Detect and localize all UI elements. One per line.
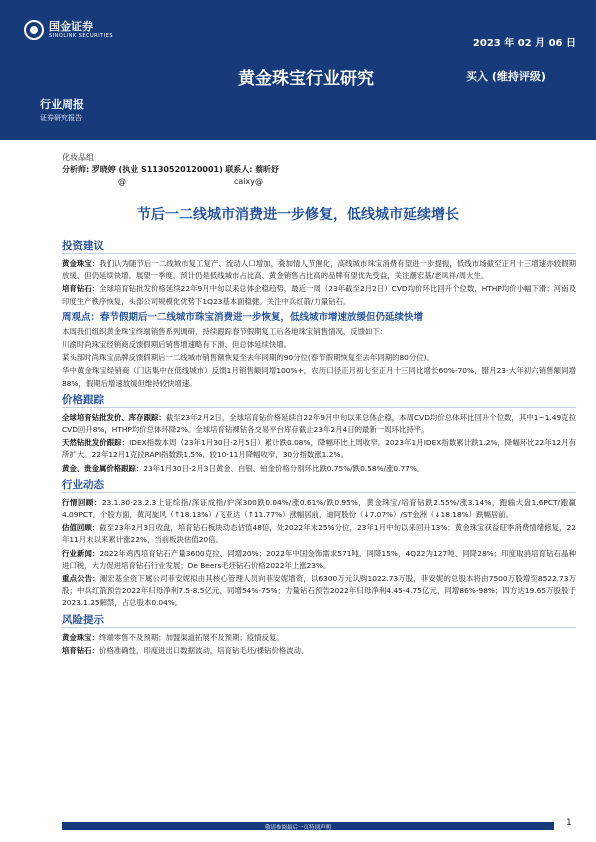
market-review-text: 23.1.30-23.2.3上证综指/深证成指/沪深300跌0.04%/涨0.61%/跌0.95%，黄金珠宝/培育钻跌2.55%/涨3.14%，跑输大盘1.6PCT/跑赢4.09PCT。个股方面，黄河旋风（↑18.13%）/飞亚达（↑11.77%）涨幅居前，迪阿股份（↓7.07%）/ST金洲（↓18.18%）跌幅居前。 (62, 497, 576, 520)
analyst-name: 罗晓婷 (执业 S1130520120001) (91, 165, 223, 174)
section-investment-title: 投资建议 (62, 238, 576, 254)
risk-diamond-paragraph (62, 645, 576, 657)
price-natural-diamond-text: IDEX指数本周（23年1月30日-2月5日）累计跌0.08%，降幅环比上周收窄。2023年1月IDEX指数累计跌1.2%，降幅环比22年12月有所扩大。22年12月1克拉RAPI指数跌1.5%、较10-11月降幅收窄，30分指数涨1.2%。 (62, 438, 576, 460)
invest-diamond-text: 全球培育钻批发价格延续22年9月中旬以来总体企稳趋势，最近一周（23年截至2月2日）CVD均价环比回升个位数，HTHP均价小幅下滑；河南及印度生产秩序恢复，头部公司规模化优势下1Q23基本面稳健。关注中兵红箭/力量钻石。 (62, 284, 576, 306)
market-review-label: 行情回顾： (62, 497, 102, 507)
logo-text (49, 21, 113, 40)
market-review-paragraph (62, 497, 576, 521)
invest-jewelry-paragraph (62, 258, 576, 282)
price-gold-text: 23年1月30日-2月3日黄金、白银、铂金价格分别环比跌0.75%/跌0.58%/涨0.77%。 (143, 463, 425, 473)
rating-badge: 买入 (维持评级) (466, 70, 546, 83)
price-lab-diamond-label: 全球培育钻批发价、库存跟踪： (62, 412, 166, 422)
risk-jewelry-label: 黄金珠宝： (62, 632, 99, 642)
contact-label: 联系人: (225, 165, 253, 174)
section-dynamics-title: 行业动态 (62, 477, 576, 493)
invest-jewelry-label: 黄金珠宝： (62, 259, 100, 268)
company-logo (24, 20, 113, 40)
invest-jewelry-text: 我们认为随节后一二线城市复工复产、流动人口增加，叠加情人节催化，高线城市珠宝消费有望进一步提振，低线市场截至正月十三增速亦较假期放缓、但仍延续快增。展望一季度，预计仍是低线城市占比高、黄金销售占比高的品牌有望优先受益，关注潮宏基/老凤祥/周大生。 (62, 259, 576, 281)
logo-name-en: SINOLINK SECURITIES (49, 32, 113, 39)
footer-disclaimer: 敬请参阅最后一页特别声明 (264, 825, 331, 831)
valuation-review-label: 估值回顾： (62, 523, 100, 533)
invest-diamond-paragraph (62, 283, 576, 307)
report-body (62, 236, 576, 658)
team-name (62, 152, 94, 163)
contact-name: 蔡昕妤 (255, 165, 280, 174)
announcements-label: 重点公告： (62, 574, 100, 584)
report-header (0, 0, 596, 140)
price-lab-diamond-text: 截至23年2月2日，全球培育钻价格延续自22年9月中旬以来总体企稳，本周CVD均价总体环比回升个位数，其中1~1.49克拉CVD回升8%，HTHP均价总体环降2%。全球培育钻裸钻各交易平台库存截止23年2月4日的最新一周环比持平。 (62, 412, 576, 435)
price-gold-paragraph (62, 463, 576, 475)
report-title: 黄金珠宝行业研究 (238, 69, 374, 89)
section-price-title: 价格跟踪 (62, 392, 576, 408)
price-natural-diamond-paragraph (62, 437, 576, 461)
report-headline: 节后一二线城市消费进一步修复，低线城市延续增长 (137, 207, 459, 223)
industry-news-paragraph (62, 548, 576, 572)
analyst-email[interactable]: @ (118, 177, 126, 186)
risk-diamond-label: 培育钻石： (62, 645, 99, 655)
announcements-text: 潮宏基全资下属公司菲安妮拟由其核心管理人员向菲安妮增资，以6300万元认购1022.73万股，菲安妮的总股本将由7500万股增至8522.73万股；中兵红箭预告2022年归母净利7.5-8.5亿元，同增54%-75%；力量钻石预告2022年归母净利4.45-4.75亿元，同增86%-98%；四方达19.65万股股于2023.1.25解禁，占总股本0.04%。 (62, 574, 576, 608)
weekly-paragraph-4: 华中黄金珠宝经销商（门店集中在低线城市）反馈1月销售额同增100%+，农历口径正月初七至正月十三同比增长60%-70%，腊月23-大年初六销售额同增88%，假期后增速放缓但维持较快增速。 (62, 366, 576, 388)
price-natural-diamond-label: 天然钻批发价跟踪： (62, 438, 130, 448)
risk-diamond-text: 价格准确性，印度进出口数据波动，培育钻毛坯/裸钻价格波动。 (98, 645, 309, 655)
report-date: 2023 年 02 月 06 日 (472, 38, 576, 49)
weekly-paragraph-2: 川渝时尚珠宝经销商反馈假期后销售增速略有下滑、但总体延续快增。 (62, 340, 292, 350)
report-type: 行业周报 (40, 98, 84, 111)
section-risk-title: 风险提示 (62, 612, 576, 628)
section-weekly-title: 周观点：春节假期后一二线城市珠宝消费进一步恢复，低线城市增速放缓但仍延续快增 (62, 311, 424, 323)
industry-news-label: 行业新闻： (62, 548, 100, 558)
invest-diamond-label: 培育钻石： (62, 284, 100, 294)
valuation-review-text: 截至23年2月3日收盘，培育钻石板块动态估值48倍，处2022年末25%分位，23年1月中旬以来回升13%；黄金珠宝获益旺季消费情绪修复，22年11月末以来累计涨22%，当前板块估值20倍。 (62, 523, 576, 545)
risk-jewelry-text: 终端零售不及预期；加盟渠道拓展不及预期；疫情反复。 (98, 632, 284, 642)
price-lab-diamond-paragraph (62, 412, 576, 436)
weekly-paragraph-3: 某头部时尚珠宝品牌反馈假期后一二线城市销售额恢复至去年同期的90分位(春节假期恢复至去年同期的80分位)。 (62, 353, 434, 363)
risk-jewelry-paragraph (62, 632, 576, 644)
industry-news-text: 2022年鸡西培育钻石产量3600克拉、同增20%；2022年中国金饰需求571吨、同降15%，4Q22为127吨、同降28%；印度取消培育钻石晶种进口税，大力促进培育钻石行业发展；De Beers毛坯钻石价格2022年上涨23%。 (62, 548, 576, 570)
analyst-line (62, 164, 279, 175)
logo-name-cn: 国金证券 (49, 19, 93, 33)
weekly-paragraph-1: 本周我们组织黄金珠宝终端销售系列调研，持续跟踪春节假期复工后各地珠宝销售情况，反馈如下： (62, 326, 388, 336)
announcements-paragraph (62, 573, 576, 610)
page-number: 1 (566, 818, 572, 828)
team-label: 化妆品组 (62, 153, 94, 162)
contact-email[interactable]: caixy@ (234, 177, 263, 186)
logo-emblem-icon (24, 20, 44, 40)
price-gold-label: 黄金、贵金属价格跟踪： (62, 463, 144, 473)
report-subtype: 证券研究报告 (40, 114, 82, 122)
valuation-review-paragraph (62, 522, 576, 546)
analyst-label: 分析师: (62, 165, 90, 174)
